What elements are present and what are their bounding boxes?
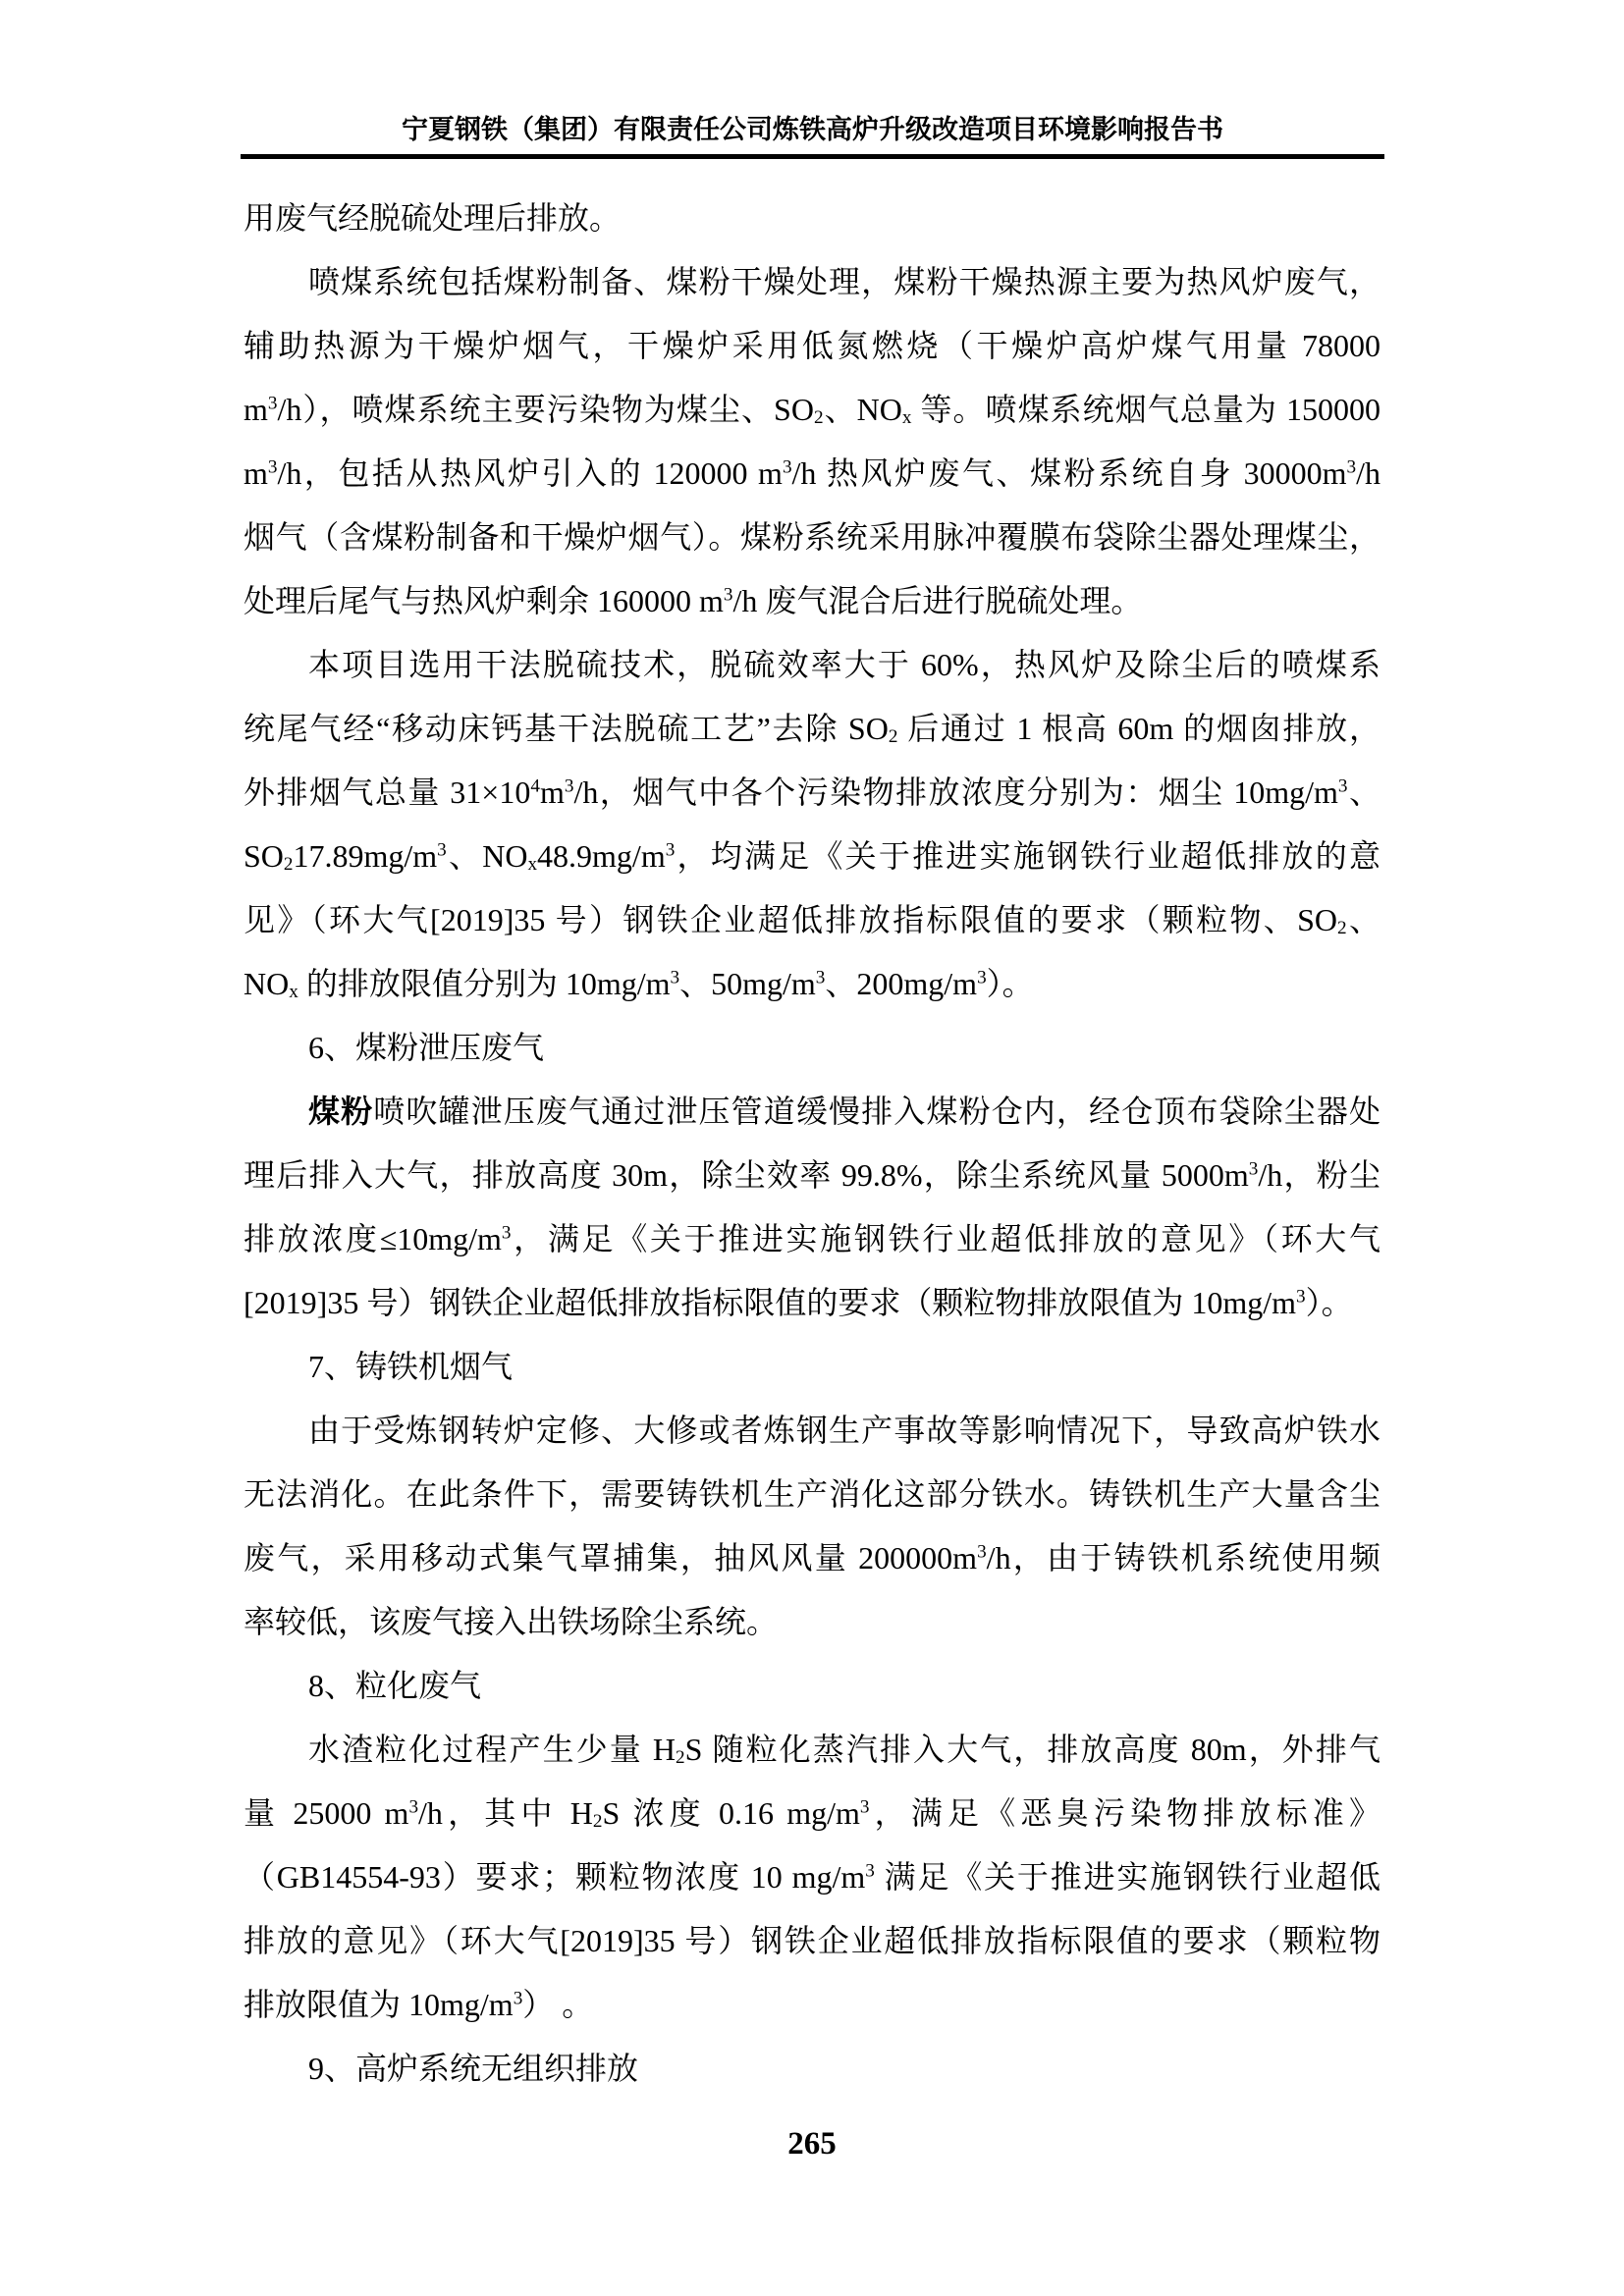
text-line: 理后排入大气，排放高度 30m，除尘效率 99.8%，除尘系统风量 $5000m^3/h$，粉尘	[244, 1157, 1380, 1193]
text-line: 排放的意见》（环大气[2019]35 号）钢铁企业超低排放指标限值的要求（颗粒物	[244, 1923, 1380, 1958]
text-line: $m^3/h$），喷煤系统主要污染物为煤尘、$SO_2$、$NO_x$ 等。喷煤系统烟气总量为 150000	[244, 392, 1380, 428]
text-line: 由于受炼钢转炉定修、大修或者炼钢生产事故等影响情况下，导致高炉铁水	[308, 1413, 1380, 1448]
text-line: 煤粉喷吹罐泄压废气通过泄压管道缓慢排入煤粉仓内，经仓顶布袋除尘器处	[308, 1094, 1380, 1129]
document-body	[244, 187, 1380, 2101]
text-line: [2019]35 号）钢铁企业超低排放指标限值的要求（颗粒物排放限值为 $10mg/m^3$）。	[244, 1285, 1353, 1320]
text-line: 见》（环大气[2019]35 号）钢铁企业超低排放指标限值的要求（颗粒物、$SO_2$、	[244, 902, 1380, 938]
page-number: 265	[787, 2126, 837, 2162]
text-line: 喷煤系统包括煤粉制备、煤粉干燥处理，煤粉干燥热源主要为热风炉废气，	[308, 264, 1380, 299]
text-line: 外排烟气总量 $31\times 10^4m^3/h$，烟气中各个污染物排放浓度分别为：烟尘 $10mg/m^3$、	[244, 774, 1380, 810]
text-line: 7、铸铁机烟气	[308, 1349, 514, 1384]
text-line: （GB14554-93）要求；颗粒物浓度 10 $mg/m^3$ 满足《关于推进实施钢铁行业超低	[244, 1859, 1380, 1895]
text-line: 排放浓度$\le 10mg/m^3$，满足《关于推进实施钢铁行业超低排放的意见》（环大气	[244, 1221, 1380, 1256]
text-line: $SO_217.89mg/m^3$、$NO_x48.9mg/m^3$，均满足《关于推进实施钢铁行业超低排放的意	[244, 838, 1380, 875]
text-line: 废气，采用移动式集气罩捕集，抽风风量 $200000m^3/h$，由于铸铁机系统使用频	[244, 1540, 1380, 1575]
text-line: 排放限值为 $10mg/m^3$） 。	[244, 1987, 594, 2022]
text-line: 率较低，该废气接入出铁场除尘系统。	[244, 1604, 779, 1639]
text-line: 6、煤粉泄压废气	[308, 1030, 545, 1065]
text-line: 本项目选用干法脱硫技术，脱硫效率大于 60%，热风炉及除尘后的喷煤系	[308, 647, 1380, 682]
text-line: $NO_x$ 的排放限值分别为 $10mg/m^3$、$50mg/m^3$、$200mg/m^3$）。	[244, 966, 1034, 1002]
text-line: 无法消化。在此条件下，需要铸铁机生产消化这部分铁水。铸铁机生产大量含尘	[244, 1476, 1380, 1512]
text-line: 烟气（含煤粉制备和干燥炉烟气）。煤粉系统采用脉冲覆膜布袋除尘器处理煤尘，	[244, 519, 1380, 555]
text-line: 9、高炉系统无组织排放	[308, 2051, 639, 2086]
page-header	[241, 116, 1384, 159]
text-line: 水渣粒化过程产生少量 $H_2S$ 随粒化蒸汽排入大气，排放高度 80m，外排气	[308, 1732, 1380, 1768]
header-title: 宁夏钢铁（集团）有限责任公司炼铁高炉升级改造项目环境影响报告书	[402, 115, 1223, 144]
text-line: 处理后尾气与热风炉剩余 160000 $m^3/h$ 废气混合后进行脱硫处理。	[244, 583, 1143, 618]
text-line: 统尾气经“移动床钙基干法脱硫工艺”去除 $SO_2$ 后通过 1 根高 60m 的烟囱排放，	[244, 711, 1380, 747]
text-line: $m^3/h$，包括从热风炉引入的 120000 $m^3/h$ 热风炉废气、煤粉系统自身 $30000m^3/h$	[244, 455, 1380, 491]
text-line: 量 25000 $m^3/h$，其中 $H_2S$ 浓度 0.16 $mg/m^3$，满足《恶臭污染物排放标准》	[244, 1795, 1380, 1832]
text-line: 用废气经脱硫处理后排放。	[244, 200, 622, 236]
text-line: 8、粒化废气	[308, 1668, 482, 1703]
text-line: 辅助热源为干燥炉烟气，干燥炉采用低氮燃烧（干燥炉高炉煤气用量 78000	[244, 328, 1380, 363]
page-number-footer	[0, 2126, 1624, 2163]
